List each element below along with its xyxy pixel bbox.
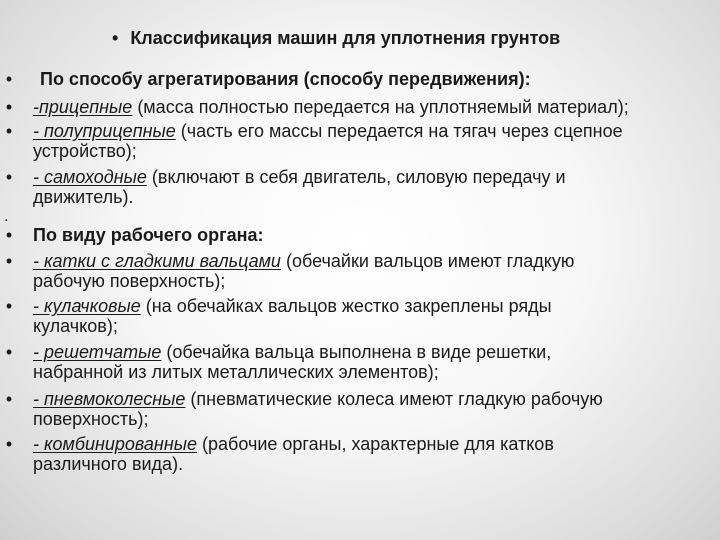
item-text-cont: поверхность); (33, 409, 149, 429)
item-text: (масса полностью передается на уплотняемый материал); (137, 97, 629, 117)
bullet-icon: • (5, 97, 13, 117)
section-heading: По виду рабочего органа: (33, 225, 264, 245)
section-heading: По способу агрегатирования (способу передвижения): (40, 69, 531, 89)
item-text: (пневматические колеса имеют гладкую рабочую (190, 389, 603, 409)
item-text-cont: рабочую поверхность); (33, 271, 226, 291)
item-text-cont: различного вида). (33, 454, 184, 474)
bullet-icon: • (5, 121, 13, 141)
title-text: Классификация машин для уплотнения грунтов (130, 28, 561, 48)
item-term: -прицепные (33, 97, 133, 117)
item-text-cont: движитель). (33, 187, 134, 207)
bullet-icon: • (5, 69, 13, 89)
bullet-icon: • (5, 296, 13, 316)
bullet-icon: • (5, 225, 13, 245)
stray-dot: . (4, 208, 9, 225)
item-text-cont: устройство); (33, 141, 137, 161)
item-text: (обечайки вальцов имеют гладкую (285, 251, 575, 271)
bullet-icon: • (5, 167, 13, 187)
item-text-cont: набранной из литых металлических элементов); (33, 362, 439, 382)
item-term: - самоходные (33, 167, 147, 187)
item-term: - катки с гладкими вальцами (33, 251, 281, 271)
item-text: (включают в себя двигатель, силовую передачу и (151, 167, 566, 187)
item-text: (обечайка вальца выполнена в виде решетки, (166, 342, 552, 362)
item-term: - пневмоколесные (33, 389, 186, 409)
bullet-icon: • (5, 434, 13, 454)
bullet-icon: • (5, 389, 13, 409)
item-term: - комбинированные (33, 434, 197, 454)
item-term: - кулачковые (33, 296, 141, 316)
bullet-icon: • (5, 342, 13, 362)
item-term: - полуприцепные (33, 121, 176, 141)
item-text: (рабочие органы, характерные для катков (202, 434, 554, 454)
item-term: - решетчатые (33, 342, 162, 362)
title-bullet: • (112, 28, 119, 48)
bullet-icon: • (5, 251, 13, 271)
item-text-cont: кулачков); (33, 316, 118, 336)
item-text: (на обечайках вальцов жестко закреплены ряды (145, 296, 552, 316)
item-text: (часть его массы передается на тягач через сцепное (180, 121, 623, 141)
